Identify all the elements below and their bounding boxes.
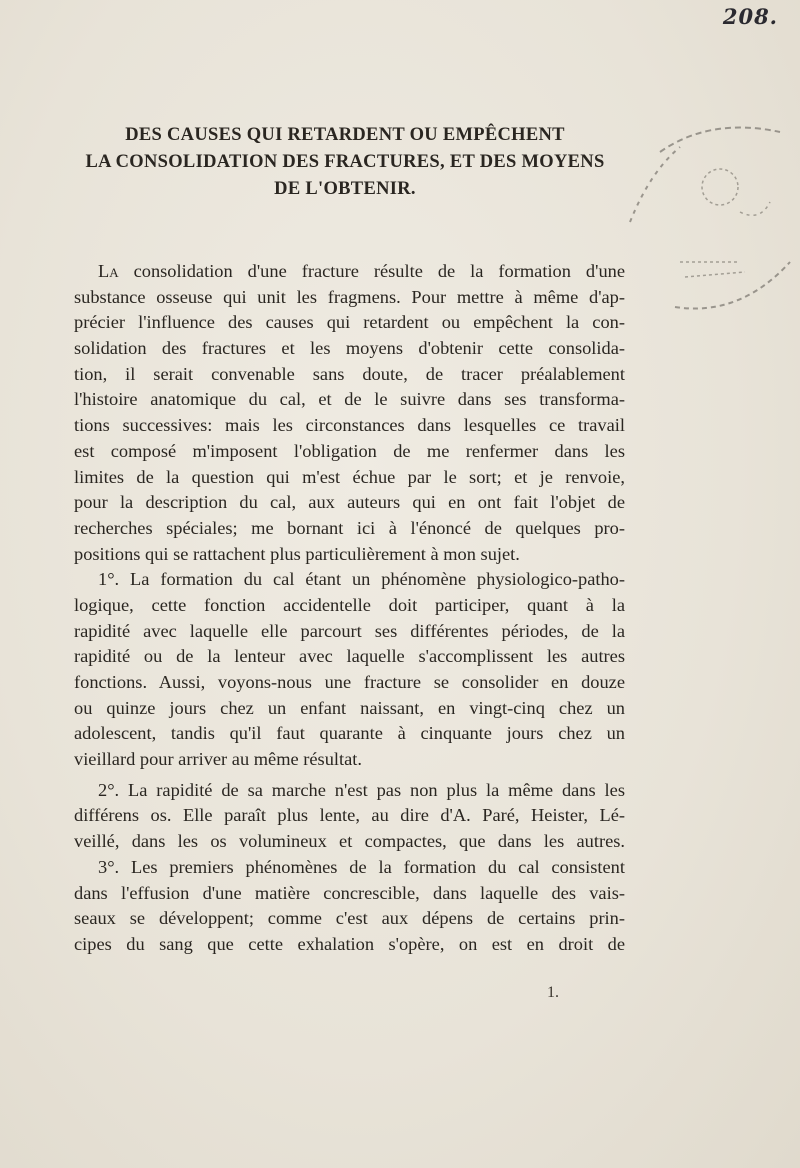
- text-line: ou quinze jours chez un enfant naissant, en vingt-cinq chez un: [74, 697, 625, 718]
- body-text: [74, 259, 625, 958]
- text-line: seaux se développent; comme c'est aux dépens de certains prin-: [74, 908, 625, 929]
- text-line: tion, il serait convenable sans doute, de tracer préalablement: [74, 363, 625, 384]
- title-line: LA CONSOLIDATION DES FRACTURES, ET DES MOYENS: [85, 152, 605, 172]
- library-stamp-icon: [620, 112, 795, 327]
- drop-word: La: [98, 261, 119, 281]
- paragraph-4: [74, 855, 625, 958]
- text-line: adolescent, tandis qu'il faut quarante à cinquante jours chez un: [74, 723, 625, 744]
- text-line: 3°. Les premiers phénomènes de la formation du cal consistent: [98, 856, 625, 877]
- title-line: DE L'OBTENIR.: [274, 179, 416, 199]
- text-line: l'histoire anatomique du cal, et de le suivre dans ses transforma-: [74, 389, 625, 410]
- text-line: est composé m'imposent l'obligation de me renfermer dans les: [74, 440, 625, 461]
- paragraph-3: [74, 778, 625, 855]
- text-line: vieillard pour arriver au même résultat.: [74, 749, 363, 770]
- paragraph-1: [74, 259, 625, 567]
- text-line: différens os. Elle paraît plus lente, au dire d'A. Paré, Heister, Lé-: [74, 805, 625, 826]
- text-line: pour la description du cal, aux auteurs qui en ont fait l'objet de: [74, 492, 625, 513]
- text-line: veillé, dans les os volumineux et compactes, que dans les autres.: [74, 831, 625, 852]
- text-line: La consolidation d'une fracture résulte de la formation d'une: [98, 261, 625, 281]
- text-line: fonctions. Aussi, voyons-nous une fracture se consolider en douze: [74, 672, 625, 692]
- text-line: substance osseuse qui unit les fragmens. Pour mettre à même d'ap-: [74, 286, 625, 307]
- text-line: précier l'influence des causes qui retardent ou empêchent la con-: [74, 312, 625, 333]
- text-line: rapidité avec laquelle elle parcourt ses différentes périodes, de la: [74, 620, 625, 641]
- text-line: 2°. La rapidité de sa marche n'est pas non plus la même dans les: [98, 779, 625, 800]
- text-line: 1°. La formation du cal étant un phénomène physiologico-patho-: [98, 569, 625, 590]
- title-line: DES CAUSES QUI RETARDENT OU EMPÊCHENT: [125, 125, 565, 145]
- folio-number: 208.: [722, 4, 778, 29]
- text-line: solidation des fractures et les moyens d'obtenir cette consolida-: [74, 338, 625, 359]
- text-line: dans l'effusion d'une matière concrescible, dans laquelle des vais-: [74, 882, 625, 903]
- chapter-title: [60, 122, 630, 203]
- text-line: limites de la question qui m'est échue par le sort; et je renvoie,: [74, 466, 625, 487]
- text-line: cipes du sang que cette exhalation s'opère, on est en droit de: [74, 933, 625, 954]
- text-line: recherches spéciales; me bornant ici à l'énoncé de quelques pro-: [74, 517, 625, 538]
- page-number: 1.: [547, 984, 559, 1001]
- text-line: positions qui se rattachent plus particulièrement à mon sujet.: [74, 543, 520, 564]
- text-line: logique, cette fonction accidentelle doit participer, quant à la: [74, 594, 625, 615]
- text-line: rapidité ou de la lenteur avec laquelle s'accomplissent les autres: [74, 646, 625, 667]
- paragraph-2: [74, 567, 625, 773]
- text-line: tions successives: mais les circonstances dans lesquelles ce travail: [74, 415, 625, 436]
